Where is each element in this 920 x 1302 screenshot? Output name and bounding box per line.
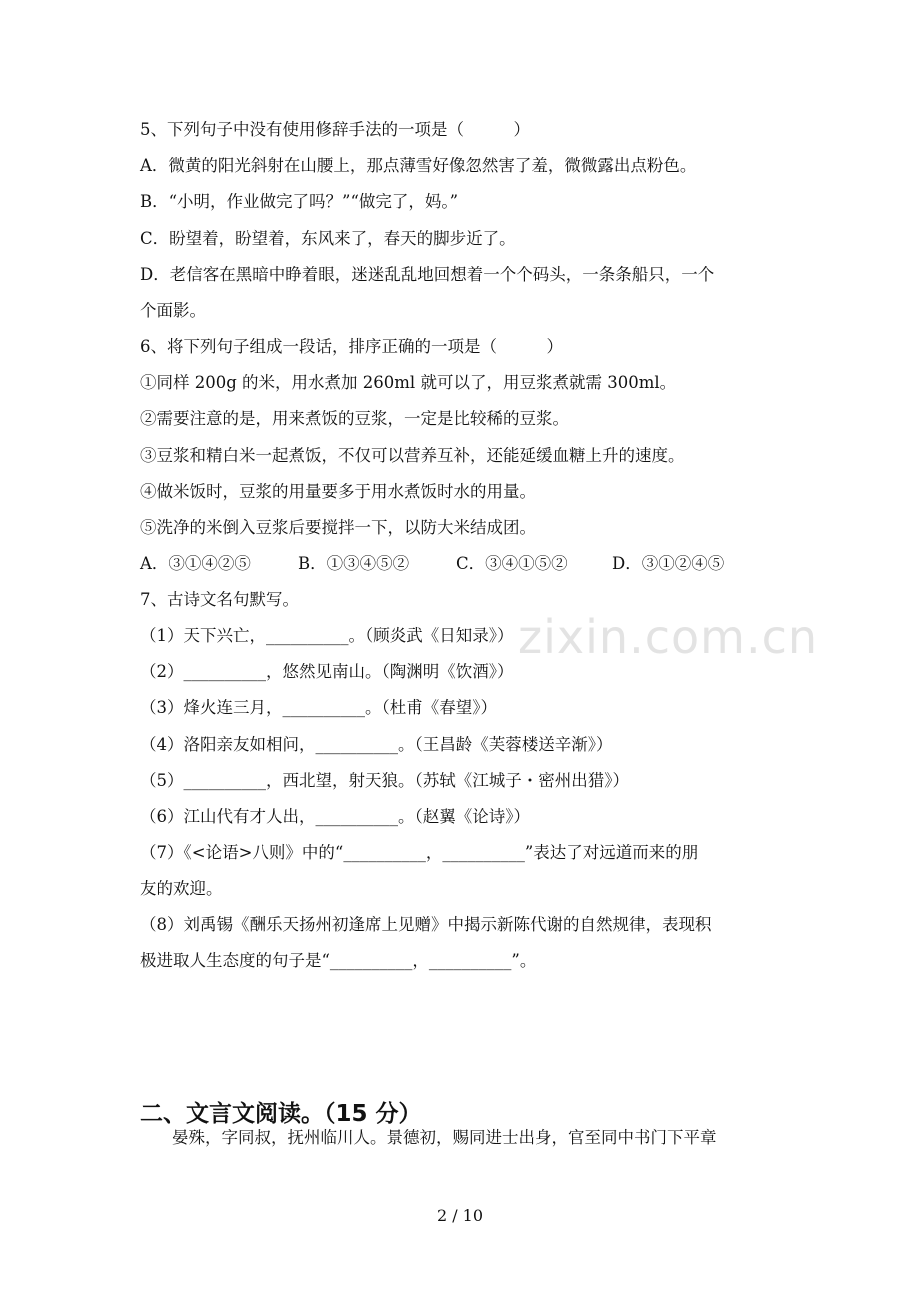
section-paragraph: 晏殊，字同叔，抚州临川人。景德初，赐同进士出身，官至同中书门下平章 bbox=[172, 1128, 717, 1147]
q6-option-b: B．①③④⑤② bbox=[298, 554, 410, 573]
q5-option-d-line1: D．老信客在黑暗中睁着眼，迷迷乱乱地回想着一个个码头，一条条船只，一个 bbox=[140, 265, 715, 284]
q5-option-a: A．微黄的阳光斜射在山腰上，那点薄雪好像忽然害了羞，微微露出点粉色。 bbox=[140, 156, 697, 175]
q6-option-c: C．③④①⑤② bbox=[456, 554, 568, 573]
q7-item-6: （6）江山代有才人出，__________。（赵翼《论诗》） bbox=[140, 807, 530, 826]
q7-item-5: （5）__________，西北望，射天狼。（苏轼《江城子・密州出猎》） bbox=[140, 771, 629, 790]
q7-item-2: （2）__________，悠然见南山。（陶渊明《饮酒》） bbox=[140, 662, 514, 681]
watermark: zixin.com.cn bbox=[518, 610, 819, 664]
q5-option-b: B．“小明，作业做完了吗？”“做完了，妈。” bbox=[140, 192, 459, 211]
q7-item-7-line2: 友的欢迎。 bbox=[140, 879, 223, 898]
q7-item-8-line2: 极进取人生态度的句子是“__________，__________”。 bbox=[140, 951, 537, 970]
page-number: 2 / 10 bbox=[436, 1206, 484, 1225]
q6-sentence-4: ④做米饭时，豆浆的用量要多于用水煮饭时水的用量。 bbox=[140, 482, 536, 501]
q6-option-d: D．③①②④⑤ bbox=[612, 554, 725, 573]
q7-item-8-line1: （8）刘禹锡《酬乐天扬州初逢席上见赠》中揭示新陈代谢的自然规律，表现积 bbox=[140, 915, 712, 934]
q7-item-4: （4）洛阳亲友如相问，__________。（王昌龄《芙蓉楼送辛渐》） bbox=[140, 735, 613, 754]
q5-stem: 5、下列句子中没有使用修辞手法的一项是（ ） bbox=[140, 120, 530, 139]
q6-stem: 6、将下列句子组成一段话，排序正确的一项是（ ） bbox=[140, 337, 563, 356]
q7-stem: 7、古诗文名句默写。 bbox=[140, 590, 299, 609]
q6-option-a: A．③①④②⑤ bbox=[140, 554, 251, 573]
q6-sentence-5: ⑤洗净的米倒入豆浆后要搅拌一下，以防大米结成团。 bbox=[140, 518, 536, 537]
q6-sentence-2: ②需要注意的是，用来煮饭的豆浆，一定是比较稀的豆浆。 bbox=[140, 409, 569, 428]
q6-sentence-3: ③豆浆和精白米一起煮饭，不仅可以营养互补，还能延缓血糖上升的速度。 bbox=[140, 446, 685, 465]
q7-item-3: （3）烽火连三月，__________。（杜甫《春望》） bbox=[140, 698, 497, 717]
q7-item-7-line1: （7）《<论语>八则》中的“__________，__________”表达了对远道而来的朋 bbox=[140, 843, 699, 862]
section-heading: 二、文言文阅读。（15 分） bbox=[140, 1101, 422, 1127]
q6-sentence-1: ①同样 200g 的米，用水煮加 260ml 就可以了，用豆浆煮就需 300ml。 bbox=[140, 373, 677, 392]
q7-item-1: （1）天下兴亡，__________。（顾炎武《日知录》） bbox=[140, 626, 514, 645]
q5-option-c: C．盼望着，盼望着，东风来了，春天的脚步近了。 bbox=[140, 229, 516, 248]
q5-option-d-line2: 个面影。 bbox=[140, 301, 206, 320]
